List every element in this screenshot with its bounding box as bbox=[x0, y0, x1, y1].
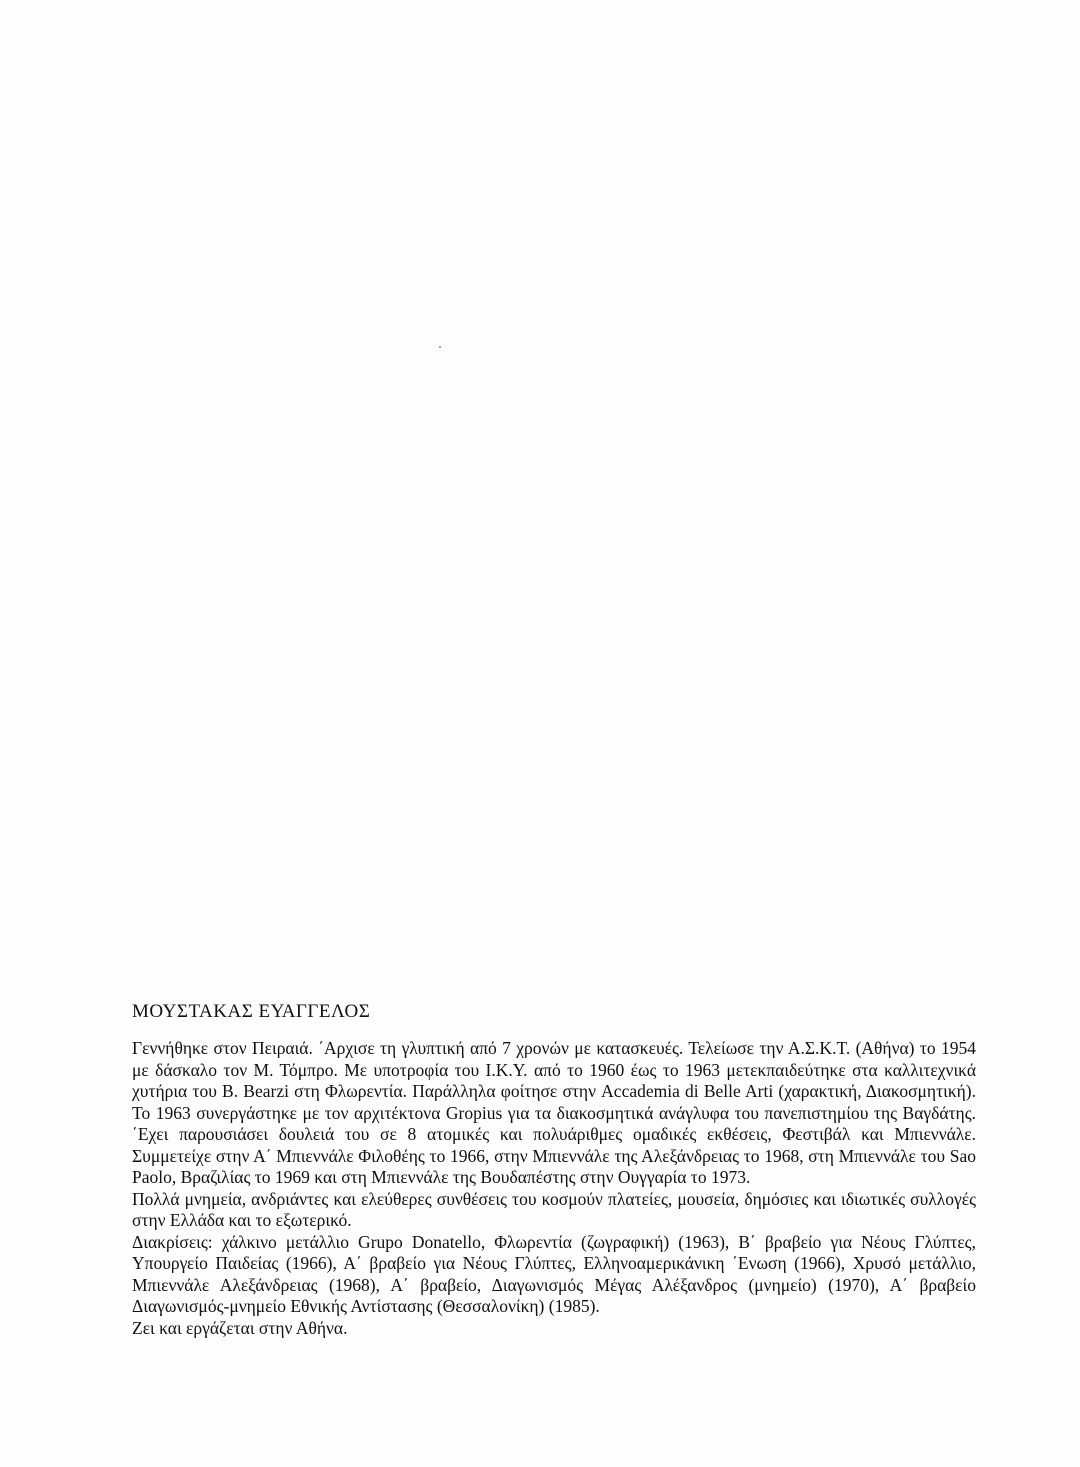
biography-section bbox=[132, 1000, 976, 1339]
biography-paragraph-residence: Ζει και εργάζεται στην Αθήνα. bbox=[132, 1317, 348, 1338]
biography-paragraph-career: Γεννήθηκε στον Πειραιά. ΄Αρχισε τη γλυπτική από 7 χρονών με κατασκευές. Τελείωσε την Α.Σ.Κ.Τ. (Αθήνα) το 1954 με δάσκαλο τον Μ. Τόμπρο. Με υποτροφία του Ι.Κ.Υ. από το 1960 έως το 1963 μετεκπαιδεύτηκε στα καλλιτεχνικά χυτήρια του B. Bearzi στη Φλωρεντία. Παράλληλα φοίτησε στην Accademia di Belle Arti (χαρακτική, Διακοσμητική). Το 1963 συνεργάστηκε με τον αρχιτέκτονα Gropius για τα διακοσμητικά ανάγλυφα του πανεπιστημίου της Βαγδάτης. ΄Εχει παρουσιάσει δουλειά του σε 8 ατομικές και πολυάριθμες ομαδικές εκθέσεις, Φεστιβάλ και Μπιεννάλε. Συμμετείχε στην Α΄ Μπιεννάλε Φιλοθέης το 1966, στην Μπιεννάλε της Αλεξάνδρειας το 1968, στη Μπιεννάλε του Sao Paolo, Βραζιλίας το 1969 και στη Μπιεννάλε της Βουδαπέστης στην Ουγγαρία το 1973. bbox=[132, 1038, 976, 1187]
biography-paragraph-awards: Διακρίσεις: χάλκινο μετάλλιο Grupo Donatello, Φλωρεντία (ζωγραφική) (1963), Β΄ βραβείο για Νέους Γλύπτες, Υπουργείο Παιδείας (1966), Α΄ βραβείο για Νέους Γλύπτες, Ελληνοαμερικάνικη ΄Ενωση (1966), Χρυσό μετάλλιο, Μπιεννάλε Αλεξάνδρειας (1968), Α΄ βραβείο, Διαγωνισμός Μέγας Αλέξανδρος (μνημείο) (1970), Α΄ βραβείο Διαγωνισμός-μνημείο Εθνικής Αντίστασης (Θεσσαλονίκη) (1985). bbox=[132, 1231, 976, 1316]
biography-title: ΜΟΥΣΤΑΚΑΣ ΕΥΑΓΓΕΛΟΣ bbox=[132, 1001, 371, 1022]
scan-speck bbox=[439, 346, 441, 348]
biography-paragraph-works: Πολλά μνημεία, ανδριάντες και ελεύθερες συνθέσεις του κοσμούν πλατείες, μουσεία, δημόσιες και ιδιωτικές συλλογές στην Ελλάδα και το εξωτερικό. bbox=[132, 1188, 976, 1230]
